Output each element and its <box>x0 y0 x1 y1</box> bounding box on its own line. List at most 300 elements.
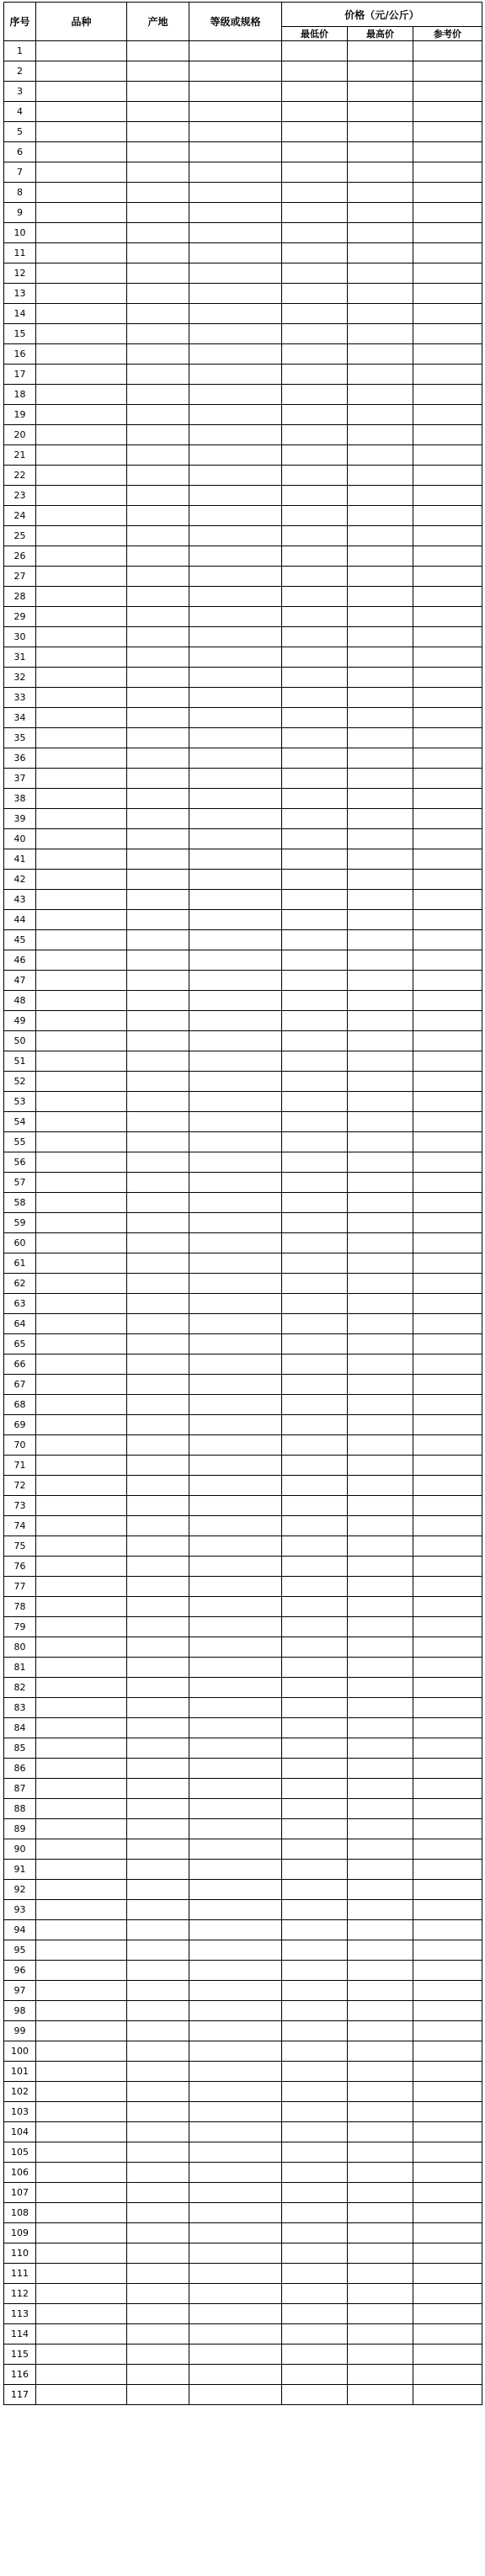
cell-variety <box>36 870 127 890</box>
cell-variety <box>36 2041 127 2062</box>
cell-low <box>282 2062 348 2082</box>
table-row <box>4 1920 482 1940</box>
cell-ref <box>413 1233 482 1253</box>
header-variety: 品种 <box>36 3 127 41</box>
cell-high <box>348 1193 413 1213</box>
cell-origin <box>127 748 189 769</box>
cell-low <box>282 910 348 930</box>
cell-ref <box>413 1900 482 1920</box>
cell-low <box>282 688 348 708</box>
cell-ref <box>413 688 482 708</box>
cell-origin <box>127 546 189 567</box>
table-row <box>4 1617 482 1637</box>
cell-origin <box>127 365 189 385</box>
cell-grade <box>189 1940 282 1961</box>
cell-origin <box>127 1334 189 1355</box>
cell-variety <box>36 1860 127 1880</box>
cell-seq: 37 <box>4 769 36 789</box>
cell-ref <box>413 890 482 910</box>
table-row <box>4 587 482 607</box>
cell-seq: 7 <box>4 162 36 183</box>
cell-seq: 116 <box>4 2365 36 2385</box>
table-row <box>4 41 482 61</box>
cell-low <box>282 1496 348 1516</box>
cell-origin <box>127 1779 189 1799</box>
cell-ref <box>413 344 482 365</box>
cell-ref <box>413 1860 482 1880</box>
cell-low <box>282 183 348 203</box>
cell-ref <box>413 1011 482 1031</box>
cell-low <box>282 1718 348 1738</box>
table-row <box>4 1132 482 1152</box>
cell-seq: 113 <box>4 2304 36 2324</box>
cell-high <box>348 1617 413 1637</box>
cell-low <box>282 2122 348 2142</box>
cell-high <box>348 2082 413 2102</box>
cell-grade <box>189 890 282 910</box>
cell-seq: 77 <box>4 1577 36 1597</box>
cell-low <box>282 2041 348 2062</box>
cell-grade <box>189 365 282 385</box>
cell-variety <box>36 1577 127 1597</box>
table-row <box>4 688 482 708</box>
cell-low <box>282 82 348 102</box>
cell-ref <box>413 1678 482 1698</box>
cell-low <box>282 708 348 728</box>
cell-ref <box>413 425 482 445</box>
cell-ref <box>413 2324 482 2344</box>
cell-variety <box>36 1375 127 1395</box>
cell-variety <box>36 1193 127 1213</box>
cell-origin <box>127 1395 189 1415</box>
cell-low <box>282 1577 348 1597</box>
cell-ref <box>413 1476 482 1496</box>
cell-origin <box>127 61 189 82</box>
cell-variety <box>36 142 127 162</box>
cell-seq: 67 <box>4 1375 36 1395</box>
table-row <box>4 1152 482 1173</box>
table-row <box>4 1718 482 1738</box>
cell-ref <box>413 2183 482 2203</box>
cell-seq: 108 <box>4 2203 36 2223</box>
cell-origin <box>127 1617 189 1637</box>
cell-high <box>348 1355 413 1375</box>
cell-origin <box>127 849 189 870</box>
cell-grade <box>189 1516 282 1536</box>
cell-ref <box>413 546 482 567</box>
cell-grade <box>189 2365 282 2385</box>
cell-high <box>348 486 413 506</box>
cell-origin <box>127 2385 189 2405</box>
cell-variety <box>36 82 127 102</box>
cell-grade <box>189 2102 282 2122</box>
cell-origin <box>127 829 189 849</box>
cell-ref <box>413 1799 482 1819</box>
cell-origin <box>127 1496 189 1516</box>
cell-grade <box>189 2264 282 2284</box>
cell-grade <box>189 1658 282 1678</box>
cell-ref <box>413 385 482 405</box>
table-row <box>4 1779 482 1799</box>
cell-ref <box>413 263 482 284</box>
table-row <box>4 2102 482 2122</box>
cell-variety <box>36 809 127 829</box>
cell-origin <box>127 728 189 748</box>
cell-high <box>348 1213 413 1233</box>
cell-grade <box>189 183 282 203</box>
cell-low <box>282 728 348 748</box>
cell-low <box>282 2365 348 2385</box>
cell-variety <box>36 1880 127 1900</box>
cell-origin <box>127 526 189 546</box>
cell-low <box>282 809 348 829</box>
cell-seq: 16 <box>4 344 36 365</box>
cell-seq: 34 <box>4 708 36 728</box>
cell-ref <box>413 2122 482 2142</box>
cell-low <box>282 1839 348 1860</box>
cell-grade <box>189 385 282 405</box>
cell-variety <box>36 1253 127 1274</box>
cell-grade <box>189 284 282 304</box>
cell-seq: 76 <box>4 1557 36 1577</box>
cell-ref <box>413 1597 482 1617</box>
cell-ref <box>413 122 482 142</box>
cell-variety <box>36 486 127 506</box>
table-row <box>4 506 482 526</box>
table-row <box>4 183 482 203</box>
cell-variety <box>36 2304 127 2324</box>
table-row <box>4 2344 482 2365</box>
cell-variety <box>36 1456 127 1476</box>
cell-ref <box>413 284 482 304</box>
cell-high <box>348 789 413 809</box>
cell-variety <box>36 1779 127 1799</box>
cell-ref <box>413 2284 482 2304</box>
cell-seq: 20 <box>4 425 36 445</box>
cell-grade <box>189 567 282 587</box>
cell-high <box>348 1759 413 1779</box>
cell-seq: 82 <box>4 1678 36 1698</box>
cell-seq: 30 <box>4 627 36 647</box>
cell-ref <box>413 1092 482 1112</box>
table-row <box>4 1173 482 1193</box>
cell-ref <box>413 1577 482 1597</box>
cell-low <box>282 769 348 789</box>
cell-variety <box>36 385 127 405</box>
cell-high <box>348 728 413 748</box>
cell-seq: 27 <box>4 567 36 587</box>
cell-variety <box>36 1051 127 1072</box>
cell-low <box>282 789 348 809</box>
cell-grade <box>189 1132 282 1152</box>
cell-low <box>282 1375 348 1395</box>
table-row <box>4 1375 482 1395</box>
cell-ref <box>413 1516 482 1536</box>
cell-origin <box>127 1738 189 1759</box>
cell-ref <box>413 2142 482 2163</box>
cell-low <box>282 445 348 466</box>
table-row <box>4 1981 482 2001</box>
cell-seq: 41 <box>4 849 36 870</box>
table-row <box>4 1355 482 1375</box>
cell-origin <box>127 1233 189 1253</box>
cell-ref <box>413 1456 482 1476</box>
cell-origin <box>127 1152 189 1173</box>
table-row <box>4 2385 482 2405</box>
cell-ref <box>413 1274 482 1294</box>
cell-low <box>282 162 348 183</box>
cell-variety <box>36 1112 127 1132</box>
cell-origin <box>127 607 189 627</box>
table-row <box>4 2163 482 2183</box>
cell-seq: 49 <box>4 1011 36 1031</box>
cell-variety <box>36 2021 127 2041</box>
cell-grade <box>189 546 282 567</box>
cell-grade <box>189 2082 282 2102</box>
cell-origin <box>127 870 189 890</box>
table-row <box>4 1900 482 1920</box>
cell-variety <box>36 1415 127 1435</box>
cell-grade <box>189 1112 282 1132</box>
cell-high <box>348 1536 413 1557</box>
cell-low <box>282 2001 348 2021</box>
cell-low <box>282 263 348 284</box>
cell-grade <box>189 1476 282 1496</box>
cell-ref <box>413 607 482 627</box>
cell-seq: 42 <box>4 870 36 890</box>
cell-low <box>282 748 348 769</box>
cell-grade <box>189 1597 282 1617</box>
cell-ref <box>413 1981 482 2001</box>
cell-low <box>282 1395 348 1415</box>
cell-origin <box>127 122 189 142</box>
cell-seq: 100 <box>4 2041 36 2062</box>
cell-seq: 78 <box>4 1597 36 1617</box>
cell-ref <box>413 1536 482 1557</box>
table-row <box>4 769 482 789</box>
cell-origin <box>127 1577 189 1597</box>
cell-variety <box>36 1294 127 1314</box>
cell-high <box>348 1819 413 1839</box>
cell-ref <box>413 526 482 546</box>
cell-origin <box>127 647 189 668</box>
cell-variety <box>36 365 127 385</box>
cell-grade <box>189 1617 282 1637</box>
price-table <box>3 2 482 2405</box>
cell-high <box>348 930 413 950</box>
table-body <box>4 41 482 2405</box>
cell-high <box>348 1496 413 1516</box>
cell-variety <box>36 910 127 930</box>
cell-high <box>348 1920 413 1940</box>
cell-origin <box>127 1011 189 1031</box>
cell-grade <box>189 1839 282 1860</box>
cell-low <box>282 344 348 365</box>
cell-seq: 23 <box>4 486 36 506</box>
cell-high <box>348 849 413 870</box>
cell-origin <box>127 1173 189 1193</box>
cell-high <box>348 284 413 304</box>
cell-origin <box>127 2001 189 2021</box>
cell-variety <box>36 183 127 203</box>
cell-low <box>282 2344 348 2365</box>
cell-origin <box>127 1456 189 1476</box>
cell-low <box>282 1456 348 1476</box>
cell-seq: 117 <box>4 2385 36 2405</box>
table-row <box>4 344 482 365</box>
cell-low <box>282 1011 348 1031</box>
cell-high <box>348 41 413 61</box>
table-row <box>4 2142 482 2163</box>
table-row <box>4 910 482 930</box>
cell-grade <box>189 2324 282 2344</box>
table-row <box>4 728 482 748</box>
cell-seq: 24 <box>4 506 36 526</box>
cell-variety <box>36 1314 127 1334</box>
cell-ref <box>413 627 482 647</box>
cell-low <box>282 1860 348 1880</box>
cell-seq: 14 <box>4 304 36 324</box>
cell-low <box>282 2082 348 2102</box>
cell-origin <box>127 2324 189 2344</box>
cell-high <box>348 2102 413 2122</box>
cell-seq: 11 <box>4 243 36 263</box>
cell-variety <box>36 668 127 688</box>
cell-high <box>348 910 413 930</box>
table-row <box>4 1233 482 1253</box>
cell-variety <box>36 1092 127 1112</box>
cell-variety <box>36 567 127 587</box>
cell-high <box>348 1031 413 1051</box>
cell-variety <box>36 1759 127 1779</box>
cell-high <box>348 2142 413 2163</box>
cell-low <box>282 142 348 162</box>
cell-ref <box>413 1112 482 1132</box>
cell-variety <box>36 1334 127 1355</box>
cell-ref <box>413 2344 482 2365</box>
cell-high <box>348 385 413 405</box>
cell-grade <box>189 708 282 728</box>
cell-origin <box>127 1355 189 1375</box>
cell-variety <box>36 1355 127 1375</box>
cell-variety <box>36 344 127 365</box>
cell-low <box>282 1961 348 1981</box>
table-row <box>4 2284 482 2304</box>
table-row <box>4 627 482 647</box>
cell-origin <box>127 2142 189 2163</box>
cell-seq: 47 <box>4 971 36 991</box>
cell-origin <box>127 1253 189 1274</box>
cell-variety <box>36 708 127 728</box>
table-row <box>4 829 482 849</box>
cell-variety <box>36 1738 127 1759</box>
cell-high <box>348 890 413 910</box>
cell-origin <box>127 1678 189 1698</box>
cell-ref <box>413 647 482 668</box>
cell-ref <box>413 2264 482 2284</box>
cell-origin <box>127 1839 189 1860</box>
cell-seq: 2 <box>4 61 36 82</box>
cell-grade <box>189 304 282 324</box>
cell-high <box>348 870 413 890</box>
table-row <box>4 2062 482 2082</box>
cell-low <box>282 405 348 425</box>
cell-origin <box>127 708 189 728</box>
cell-variety <box>36 950 127 971</box>
cell-ref <box>413 1920 482 1940</box>
table-row <box>4 1738 482 1759</box>
cell-variety <box>36 1597 127 1617</box>
cell-ref <box>413 930 482 950</box>
cell-high <box>348 688 413 708</box>
cell-high <box>348 2021 413 2041</box>
cell-low <box>282 41 348 61</box>
cell-high <box>348 1132 413 1152</box>
cell-variety <box>36 2365 127 2385</box>
cell-origin <box>127 2122 189 2142</box>
cell-ref <box>413 41 482 61</box>
cell-seq: 72 <box>4 1476 36 1496</box>
cell-high <box>348 2223 413 2243</box>
cell-grade <box>189 587 282 607</box>
cell-high <box>348 1961 413 1981</box>
cell-variety <box>36 2243 127 2264</box>
cell-ref <box>413 1435 482 1456</box>
cell-high <box>348 324 413 344</box>
table-row <box>4 708 482 728</box>
cell-ref <box>413 365 482 385</box>
cell-grade <box>189 1577 282 1597</box>
cell-high <box>348 668 413 688</box>
cell-origin <box>127 486 189 506</box>
cell-variety <box>36 1031 127 1051</box>
cell-variety <box>36 1435 127 1456</box>
cell-variety <box>36 2142 127 2163</box>
cell-origin <box>127 1900 189 1920</box>
cell-seq: 110 <box>4 2243 36 2264</box>
table-row <box>4 2021 482 2041</box>
cell-grade <box>189 728 282 748</box>
cell-seq: 57 <box>4 1173 36 1193</box>
cell-ref <box>413 82 482 102</box>
cell-grade <box>189 1880 282 1900</box>
cell-grade <box>189 263 282 284</box>
cell-high <box>348 1860 413 1880</box>
cell-high <box>348 1173 413 1193</box>
cell-high <box>348 1900 413 1920</box>
cell-grade <box>189 950 282 971</box>
cell-ref <box>413 587 482 607</box>
cell-origin <box>127 243 189 263</box>
table-row <box>4 849 482 870</box>
cell-origin <box>127 587 189 607</box>
table-row <box>4 1476 482 1496</box>
cell-low <box>282 1678 348 1698</box>
cell-high <box>348 1698 413 1718</box>
cell-seq: 60 <box>4 1233 36 1253</box>
cell-origin <box>127 567 189 587</box>
cell-high <box>348 2183 413 2203</box>
cell-seq: 101 <box>4 2062 36 2082</box>
cell-grade <box>189 405 282 425</box>
cell-ref <box>413 203 482 223</box>
table-row <box>4 1577 482 1597</box>
cell-grade <box>189 1415 282 1435</box>
cell-low <box>282 1658 348 1678</box>
cell-seq: 68 <box>4 1395 36 1415</box>
cell-origin <box>127 1092 189 1112</box>
cell-origin <box>127 2102 189 2122</box>
